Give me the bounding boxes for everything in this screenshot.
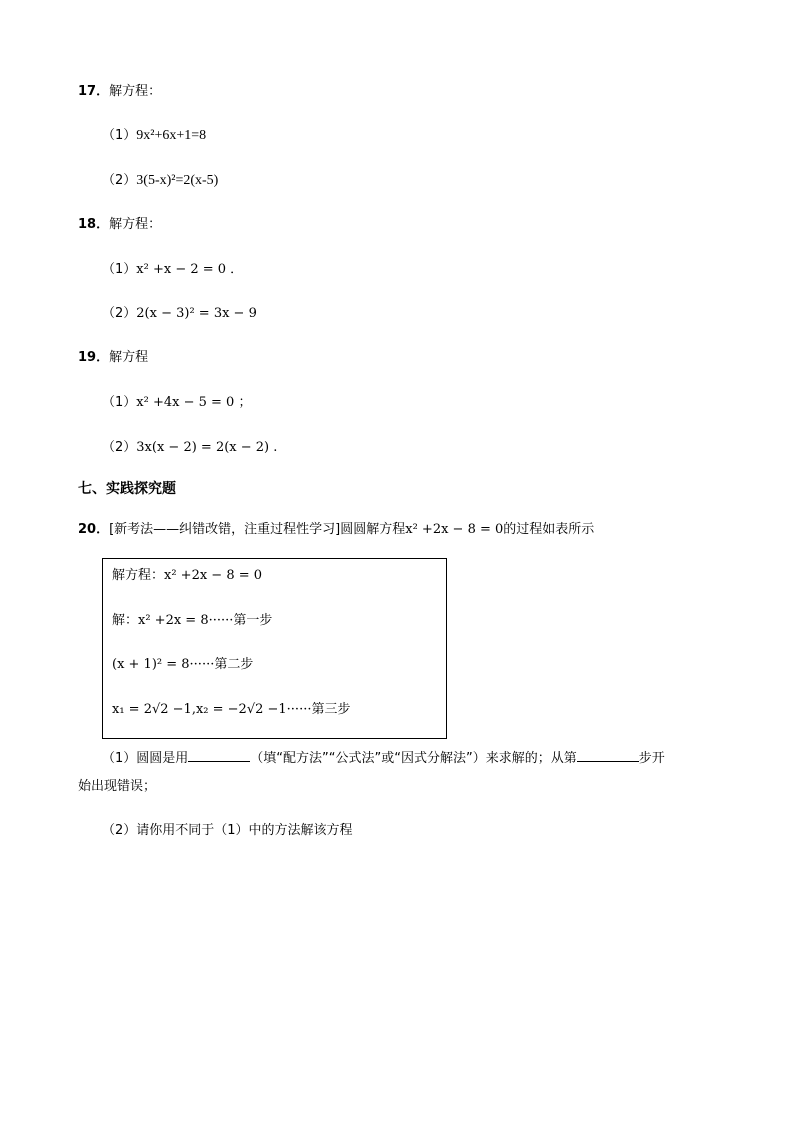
q18-part2-label: （2）: [102, 306, 137, 321]
solution-line-2: 解：x² +2x = 8······第一步: [112, 613, 273, 628]
q18-number: 18．: [78, 217, 110, 232]
q20-part1-text-b: （填“配方法”“公式法”或“因式分解法”）来求解的；从第: [250, 751, 577, 766]
q17-part1: [102, 127, 206, 145]
q19-part1-equation: x² +4x − 5 = 0 ；: [136, 395, 252, 410]
solution-line-1: 解方程：x² +2x − 8 = 0: [112, 568, 263, 583]
section-title: 七、实践探究题: [78, 481, 176, 497]
q18-part1-equation: x² +x − 2 = 0 ．: [136, 262, 244, 277]
q20-stem-prefix: [新考法——纠错改错，注重过程性学习]圆圆解方程: [109, 522, 406, 537]
q17-part2-equation: 3(5-x)²=2(x-5): [136, 173, 219, 188]
q20-part1-line1: [102, 747, 665, 768]
q19-part1: [102, 394, 251, 412]
q20-part1-line2: 始出现错误；: [78, 779, 157, 794]
answer-blank-step[interactable]: [577, 747, 639, 762]
answer-blank-method[interactable]: [188, 747, 250, 762]
q18-header: [78, 216, 161, 234]
q20-part1-text-c: 步开: [638, 751, 665, 766]
q19-part2-equation: 3x(x − 2) = 2(x − 2) .: [136, 440, 278, 455]
q20-number: 20．: [78, 522, 110, 537]
q20-header: [78, 521, 594, 539]
q19-header: [78, 349, 148, 367]
solution-line-3: (x + 1)² = 8······第二步: [112, 657, 254, 672]
q17-number: 17．: [78, 84, 110, 99]
q17-stem: 解方程：: [109, 84, 162, 99]
q18-part2: [102, 305, 257, 323]
q17-part1-equation: 9x²+6x+1=8: [136, 128, 207, 143]
q19-stem: 解方程: [109, 350, 149, 365]
q19-number: 19．: [78, 350, 110, 365]
q19-part1-label: （1）: [102, 395, 137, 410]
q20-part2: （2）请你用不同于（1）中的方法解该方程: [102, 823, 353, 838]
q18-stem: 解方程：: [109, 217, 162, 232]
q17-part1-label: （1）: [102, 128, 137, 143]
q18-part2-equation: 2(x − 3)² = 3x − 9: [136, 306, 257, 321]
q17-header: [78, 83, 161, 101]
q17-part2: [102, 172, 218, 190]
q17-part2-label: （2）: [102, 173, 137, 188]
q18-part1-label: （1）: [102, 262, 137, 277]
q18-part1: [102, 261, 243, 279]
q20-stem-equation: x² +2x − 8 = 0: [405, 522, 504, 537]
q20-stem-suffix: 的过程如表所示: [503, 522, 595, 537]
q20-part1-text-a: （1）圆圆是用: [102, 751, 189, 766]
q19-part2: [102, 439, 277, 457]
solution-line-4: x₁ = 2√2 −1,x₂ = −2√2 −1······第三步: [112, 702, 351, 717]
q19-part2-label: （2）: [102, 440, 137, 455]
